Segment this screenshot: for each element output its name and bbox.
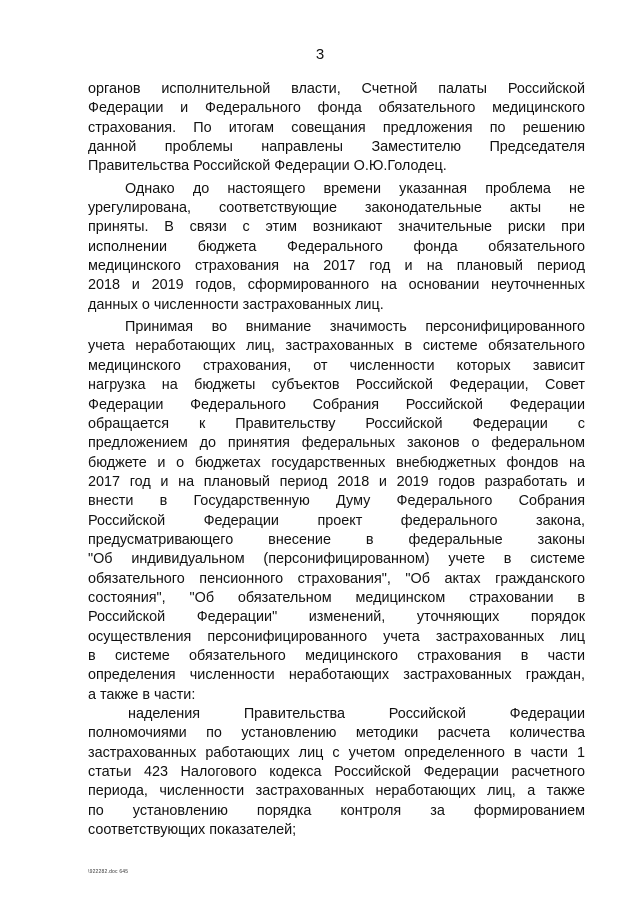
text-line: данных о численности застрахованных лиц. [88, 296, 384, 313]
text-line: Федерации Федерального Собрания Российской Федерации [88, 396, 585, 413]
text-line: наделения Правительства Российской Федерации [128, 706, 585, 722]
paragraph-4 [88, 705, 585, 840]
text-line: Российской Федерации проект федерального закона, [88, 512, 585, 529]
text-line: органов исполнительной власти, Счетной палаты Российской [88, 81, 585, 97]
text-line: статьи 423 Налогового кодекса Российской Федерации расчетного [88, 764, 585, 781]
text-line: Принимая во внимание значимость персонифицированного [125, 319, 585, 336]
text-line: 2018 и 2019 годов, сформированного на основании неуточненных [88, 277, 585, 294]
text-line: предложением до принятия федеральных законов о федеральном [88, 435, 585, 452]
text-line: предусматривающего внесение в федеральные законы [88, 531, 585, 548]
text-line: Однако до настоящего времени указанная проблема не [125, 180, 585, 197]
text-line: Федерации и Федерального фонда обязательного медицинского [88, 100, 585, 117]
text-line: обязательного пенсионного страхования", "Об актах гражданского [88, 570, 585, 587]
text-line: бюджете и о бюджетах государственных внебюджетных фондов на [88, 454, 585, 471]
text-line: медицинского страхования на 2017 год и на плановый период [88, 258, 585, 275]
text-line: Российской Федерации" изменений, уточняющих порядок [88, 609, 585, 626]
text-line: медицинского страхования, от численности которых зависит [88, 357, 585, 374]
text-line: периода, численности застрахованных неработающих лиц, а также [88, 783, 585, 800]
text-line: данной проблемы направлены Заместителю Председателя [88, 139, 585, 156]
paragraph-3 [88, 318, 585, 705]
text-line: страхования. По итогам совещания предложения по решению [88, 119, 585, 136]
text-line: застрахованных работающих лиц с учетом определенного в части 1 [88, 744, 585, 761]
text-line: состояния", "Об обязательном медицинском страховании в [88, 589, 585, 606]
text-line: Правительства Российской Федерации О.Ю.Голодец. [88, 158, 447, 175]
paragraph-1 [88, 80, 585, 177]
text-line: обращается к Правительству Российской Федерации с [88, 415, 585, 432]
paragraph-2 [88, 180, 585, 315]
text-line: по установлению порядка контроля за формированием [88, 802, 585, 819]
text-line: нагрузка на бюджеты субъектов Российской Федерации, Совет [88, 377, 585, 394]
text-line: "Об индивидуальном (персонифицированном) учете в системе [88, 551, 585, 568]
document-file-code: \922282.doc 645 [88, 869, 129, 875]
document-body [88, 80, 585, 840]
text-line: урегулирована, соответствующие законодательные акты не [88, 200, 585, 217]
text-line: 2017 год и на плановый период 2018 и 2019 годов разработать и [88, 473, 585, 490]
text-line: исполнении бюджета Федерального фонда обязательного [88, 238, 585, 255]
text-line: соответствующих показателей; [88, 822, 297, 839]
text-line: приняты. В связи с этим возникают значительные риски при [88, 219, 585, 236]
text-line: а также в части: [88, 686, 196, 703]
page-number: 3 [315, 46, 325, 63]
text-line: осуществления персонифицированного учета застрахованных лиц [88, 628, 585, 645]
text-line: определения численности неработающих застрахованных граждан, [88, 667, 585, 684]
text-line: полномочиями по установлению методики расчета количества [88, 725, 585, 742]
text-line: учета неработающих лиц, застрахованных в системе обязательного [88, 338, 585, 355]
text-line: внести в Государственную Думу Федерального Собрания [88, 493, 585, 510]
text-line: в системе обязательного медицинского страхования в части [88, 647, 585, 664]
